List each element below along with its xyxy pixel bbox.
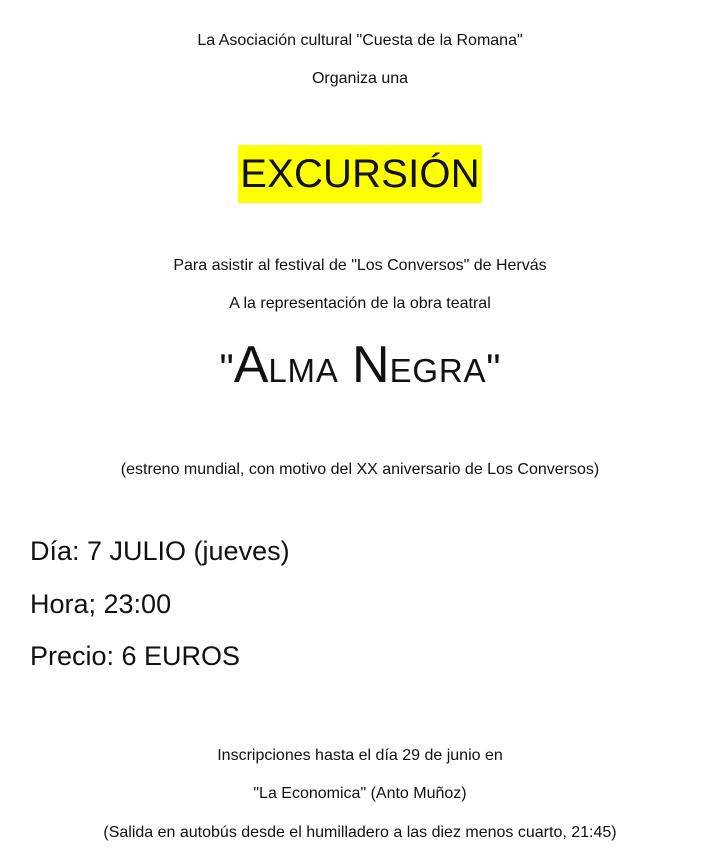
play-title-open-quote: " bbox=[219, 347, 234, 391]
title-block bbox=[0, 145, 720, 203]
purpose-line: Para asistir al festival de "Los Conversos" de Hervás bbox=[173, 257, 547, 274]
price-detail: Precio: 6 EUROS bbox=[30, 641, 241, 671]
play-title-close-quote: " bbox=[486, 347, 501, 391]
time-detail: Hora; 23:00 bbox=[30, 589, 172, 619]
note-line: (estreno mundial, con motivo del XX aniversario de Los Conversos) bbox=[120, 461, 600, 478]
play-title-initial-n: N bbox=[352, 336, 390, 394]
organizer-line: La Asociación cultural "Cuesta de la Romana" bbox=[197, 32, 523, 49]
play-title-rest-n: EGRA bbox=[389, 352, 487, 389]
registration-deadline-line: Inscripciones hasta el día 29 de junio en bbox=[217, 747, 503, 764]
registration-place-line: "La Economica" (Anto Muñoz) bbox=[253, 785, 467, 802]
play-intro-line: A la representación de la obra teatral bbox=[229, 295, 491, 312]
play-title-rest-a: LMA bbox=[268, 352, 339, 389]
play-title bbox=[0, 334, 720, 396]
departure-line: (Salida en autobús desde el humilladero a las diez menos cuarto, 21:45) bbox=[103, 824, 617, 841]
day-detail: Día: 7 JULIO (jueves) bbox=[30, 536, 290, 566]
organizes-line: Organiza una bbox=[311, 70, 409, 87]
play-title-initial-a: A bbox=[233, 336, 269, 394]
excursion-title: EXCURSIÓN bbox=[238, 145, 482, 203]
